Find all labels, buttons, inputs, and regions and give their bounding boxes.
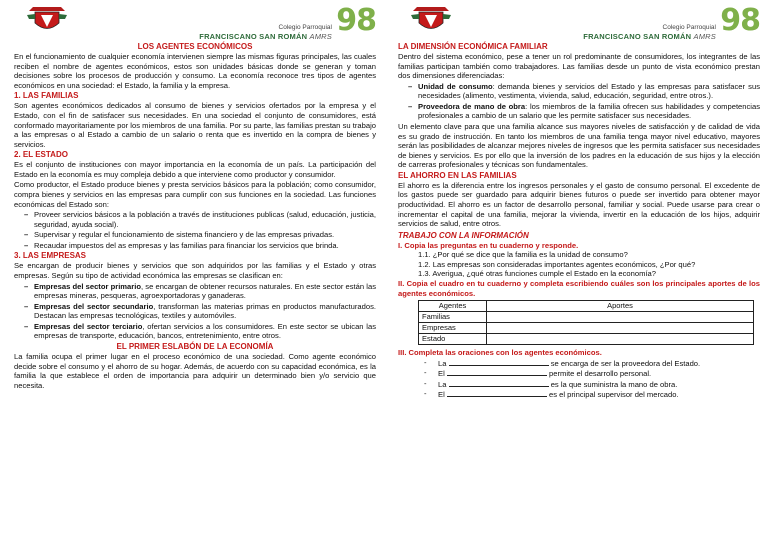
table-cell: Familias	[419, 312, 487, 323]
school-crest-icon	[411, 5, 451, 35]
list-item	[408, 82, 760, 101]
section-title-ahorro: EL AHORRO EN LAS FAMILIAS	[398, 170, 517, 180]
sentence-start: El	[438, 390, 445, 400]
right-page	[384, 0, 768, 543]
dimensions-list	[408, 82, 760, 121]
list-item	[424, 379, 760, 390]
intro-paragraph: En el funcionamiento de cualquier economía intervienen siempre las mismas figuras principales, las cuales reciben el nombre de agentes económicos, estos son unidades básicas donde se generan y toman decisiones sobre los procesos de producción y consumo. La economía reconoce tres tipos de agentes económicos en una sociedad: el Estado, la familia y la empresa.	[14, 52, 376, 90]
list-item: – Supervisar y regular el funcionamiento de sistema financiero y de las empresas privadas.	[24, 230, 376, 240]
intro-paragraph: Dentro del sistema económico, pese a tener un rol predominante de consumidores, los integrantes de las familias participan también como trabajadores. Las familias desde un punto de vista económico prestan dos dimensiones diferenciadas:	[398, 52, 760, 81]
sentence-end: es el principal supervisor del mercado.	[549, 390, 679, 400]
anniversary-number: 98	[720, 3, 760, 38]
section-title-estado: 2. EL ESTADO	[14, 150, 68, 160]
dimension-term: Proveedora de mano de obra	[418, 101, 526, 111]
estado-paragraph-1: Es el conjunto de instituciones con mayor importancia en la economía de un país. La participación del Estado en la economía es muy compleja debido a que interviene como productor y consumidor.	[14, 160, 376, 179]
sector-term: Empresas del sector terciario	[34, 321, 143, 331]
school-line1: Colegio Parroquial	[662, 24, 716, 31]
school-line2: FRANCISCANO SAN ROMÁN	[583, 32, 692, 42]
school-line2: FRANCISCANO SAN ROMÁN	[199, 32, 308, 42]
education-paragraph: Un elemento clave para que una familia alcance sus mayores niveles de satisfacción y de calidad de vida es su grado de instrucción. En tanto los miembros de una familia tenga mayor nivel educativo, mayores serán las posibilidades de alcanzar mejores niveles de ingresos que les permita satisfacer sus necesidades de bienes y servicios. Es por ello que la inversión de los padres en la educación de sus hijos y la elección de carreras profesionales y técnicas son fundamentales.	[398, 122, 760, 170]
sector-text: , transforman las materias primas en productos manufacturados. Destacan las empresas tecnológicas, textiles y automóviles.	[34, 301, 376, 321]
list-item: 1.3. Averigua, ¿qué otras funciones cumple el Estado en la economía?	[418, 269, 656, 279]
list-item: 1.1. ¿Por qué se dice que la familia es la unidad de consumo?	[418, 250, 628, 260]
blank-line	[447, 389, 547, 397]
list-item	[24, 282, 376, 301]
sentence-end: permite el desarrollo personal.	[549, 369, 652, 379]
table-header: Agentes	[419, 301, 487, 312]
blank-line	[447, 368, 547, 376]
ahorro-paragraph: El ahorro es la diferencia entre los ingresos personales y el gasto de consumo personal. El excedente de los gastos puede ser guardado para adquirir bienes futuros o puede ser invertido para obtener mayor productividad. El ahorro es un factor de desarrollo personal, familiar y social. Puede usarse para crear o incrementar el capital de una familia, mejorar la vivienda, invertir en la educación de los hijos, adquirir servicios de salud, entre otros.	[398, 180, 760, 229]
table-cell: Empresas	[419, 323, 487, 334]
left-column	[14, 42, 376, 391]
estado-paragraph-2: Como productor, el Estado produce bienes y presta servicios básicos para la población; como consumidor, compra bienes y servicios en las empresas para cumplir con sus funciones en la sociedad. Las funciones económicas del Estado son:	[14, 180, 376, 209]
table-cell-empty	[487, 334, 754, 345]
dimension-text: : demanda bienes y servicios del Estado y las empresas para satisfacer sus necesidades (alimento, vestimenta, vivienda, salud, educación, seguridad, entre otros.).	[418, 81, 760, 101]
list-item	[424, 389, 760, 400]
sentence-end: se encarga de ser la proveedora del Estado.	[550, 358, 701, 368]
school-line1: Colegio Parroquial	[278, 24, 332, 31]
blank-line	[449, 379, 549, 387]
section-title-eslabon: EL PRIMER ESLABÓN DE LA ECONOMÍA	[116, 341, 274, 351]
dimension-term: Unidad de consumo	[418, 81, 493, 91]
table-cell-empty	[487, 323, 754, 334]
school-tag: AMRS	[309, 32, 332, 42]
page-title: LOS AGENTES ECONÓMICOS	[137, 42, 253, 51]
table-header: Aportes	[487, 301, 754, 312]
list-item	[24, 302, 376, 321]
sector-text: , se encargan de obtener recursos naturales. En este sector están las empresas mineras, pesqueras, agroexportadoras y ganaderas.	[34, 281, 376, 301]
work-title: TRABAJO CON LA INFORMACIÓN	[398, 230, 529, 240]
question-2-title: II. Copia el cuadro en tu cuaderno y completa escribiendo cuáles son los principales aportes de los agentes económicos.	[398, 279, 760, 298]
empresas-paragraph: Se encargan de producir bienes y servicios que son adquiridos por las familias y el Estado y otras empresas. Según su tipo de actividad económica las empresas se clasifican en:	[14, 261, 376, 280]
sentence-end: es la que suministra la mano de obra.	[550, 379, 678, 389]
sentence-start: El	[438, 369, 445, 379]
school-crest-icon	[27, 5, 67, 35]
list-item: – Proveer servicios básicos a la población a través de instituciones publicas (salud, educación, justicia, seguridad, ayuda social).	[24, 210, 376, 229]
list-item: – Recaudar impuestos del as empresas y las familias para financiar los servicios que brinda.	[24, 241, 376, 251]
empresas-sector-list	[24, 282, 376, 341]
school-name	[199, 24, 332, 42]
list-item	[424, 368, 760, 379]
question-3-list	[424, 358, 760, 400]
school-name	[583, 24, 716, 42]
table-row	[419, 323, 754, 334]
page-header	[0, 0, 384, 44]
table-cell-empty	[487, 312, 754, 323]
table-cell: Estado	[419, 334, 487, 345]
question-1-title: I. Copia las preguntas en tu cuaderno y responde.	[398, 240, 579, 250]
sentence-start: La	[438, 358, 447, 368]
right-column	[398, 42, 760, 400]
blank-line	[449, 358, 549, 366]
familias-paragraph: Son agentes económicos dedicados al consumo de bienes y servicios ofertados por la empresa y el Estado, con el fin de satisfacer sus necesidades. En una sociedad el conjunto de consumidores, está conformado mayoritariamente por los miembros de una familia. Por su parte, las familias prestan su trabajo a las empresas o al Estado a cambio de un salario o renta que es invertido en la compra de bienes y servicios.	[14, 101, 376, 149]
question-3-title: III. Completa las oraciones con los agentes económicos.	[398, 348, 602, 358]
anniversary-number: 98	[336, 3, 376, 38]
list-item	[24, 322, 376, 341]
sector-term: Empresas del sector secundario	[34, 301, 154, 311]
list-item	[408, 102, 760, 121]
dimension-text: : los miembros de la familia ofrecen sus habilidades y competencias profesionales a cambio de un salario que les permite satisfacer sus necesidades.	[418, 101, 761, 121]
page-title: LA DIMENSIÓN ECONÓMICA FAMILIAR	[398, 42, 548, 51]
list-item	[424, 358, 760, 369]
page-header	[384, 0, 768, 44]
school-tag: AMRS	[693, 32, 716, 42]
agents-table	[418, 300, 754, 345]
list-item: 1.2. Las empresas son consideradas importantes agentes económicos, ¿Por qué?	[418, 259, 696, 269]
question-1-list	[418, 250, 760, 279]
table-row	[419, 334, 754, 345]
section-title-empresas: 3. LAS EMPRESAS	[14, 251, 87, 261]
table-row	[419, 312, 754, 323]
sentence-start: La	[438, 379, 447, 389]
sector-text: , ofertan servicios a los consumidores. En este sector se ubican las empresas de transporte, educación, bancos, entretenimiento, entre otros.	[34, 321, 377, 341]
eslabon-paragraph: La familia ocupa el primer lugar en el proceso económico de una sociedad. Como agente económico decide sobre el consumo y el ahorro de su hogar. Además, de acuerdo con su capacidad económica, es la familia la que establece el orden de importancia para adquirir un determinado bien y/o servicio que necesita.	[14, 352, 376, 390]
table-header-row	[419, 301, 754, 312]
section-title-familias: 1. LAS FAMILIAS	[14, 91, 79, 101]
sector-term: Empresas del sector primario	[34, 281, 141, 291]
estado-functions-list	[24, 210, 376, 250]
